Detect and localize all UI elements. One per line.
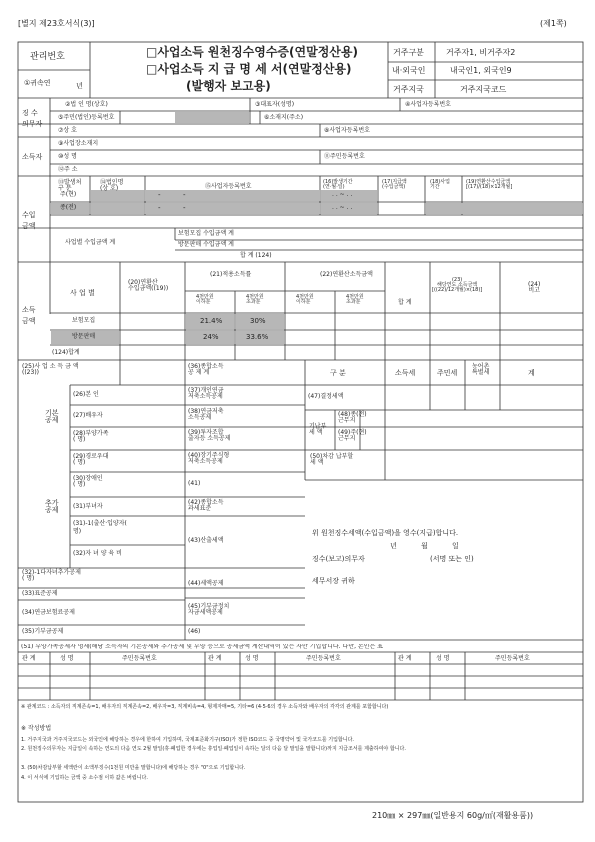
period-2: . . ~ . . xyxy=(332,204,353,211)
country-label: 거주지국 xyxy=(393,85,424,94)
dep-h-rel-2: 관 계 xyxy=(208,655,222,662)
nationality-value: 내국인1, 외국인9 xyxy=(450,66,512,75)
page-number: (제1쪽) xyxy=(540,19,567,28)
tax-col-farm: 농어촌 특별세 xyxy=(472,363,490,376)
certify-date: 년 월 일 xyxy=(390,542,459,550)
field-7-trade-name: ⑦상 호 xyxy=(58,127,77,134)
field-31-1: (31)-1(출산·입양자( 명) xyxy=(73,520,127,535)
field-34: (34)연금보험료공제 xyxy=(22,609,75,616)
col-20: (20)연환산 수입금액((19)) xyxy=(128,279,169,292)
field-50: (50)차감 납부할 세 액 xyxy=(310,453,354,466)
field-43: (43)산출세액 xyxy=(188,537,224,544)
year-unit: 년 xyxy=(76,82,83,90)
insurance-subtotal: 보험모집 수입금액 계 xyxy=(178,230,234,237)
dash-1: - xyxy=(158,191,161,199)
nationality-label: 내·외국인 xyxy=(392,66,426,75)
r21-over: 4천만원 초과분 xyxy=(246,294,264,305)
field-31: (31)부녀자 xyxy=(73,503,103,510)
field-36: (36)종합소득 공 제 계 xyxy=(188,363,224,376)
note-2: 2. 원천징수의무자는 지급일이 속하는 연도의 다음 연도 2월 말일(휴·폐업한 경우에는 휴업일·폐업일이 속하는 달의 다음 달 말일을 말합니다)까지 지급조서를 제출하여야 합니다. xyxy=(21,746,406,752)
field-44: (44)세액공제 xyxy=(188,580,224,587)
field-6-address: ⑥소재지(주소) xyxy=(264,114,304,121)
field-27: (27)배우자 xyxy=(73,412,103,419)
period-1: . . ~ . . xyxy=(332,191,353,198)
income-total: 합 계 (124) xyxy=(240,252,272,259)
col-14: ⑭법인명 (상 호) xyxy=(100,179,124,192)
rate-section: 소득 금액 xyxy=(22,306,36,326)
dep-h-name-3: 성 명 xyxy=(436,655,450,662)
col-biz-type: 사 업 별 xyxy=(70,289,95,297)
field-42: (42)종합소득 과세표준 xyxy=(188,499,224,512)
tax-col-gubun: 구 분 xyxy=(330,369,346,377)
income-section: 수입 금액 xyxy=(22,211,36,231)
field-32: (32)자 녀 양 육 비 xyxy=(73,550,122,557)
col-15: ⑮사업자등록번호 xyxy=(205,183,252,190)
residency-label: 거주구분 xyxy=(393,48,424,57)
field-25: (25)사 업 소 득 금 액 ((23)) xyxy=(22,363,79,376)
col-23: (23) 해당연도 소득금액 [((22)/12개월)×(18)] xyxy=(432,277,483,293)
field-12-address: ⑫주 소 xyxy=(58,166,78,173)
field-46: (46) xyxy=(188,628,201,635)
col-16: (16)발생기간 (연·월·일) xyxy=(323,179,353,190)
country-value: 거주지국코드 xyxy=(460,85,507,94)
col-sum: 합 계 xyxy=(398,299,412,306)
withholder-section: 징 수 의무자 xyxy=(22,109,43,129)
income-subtotal-label: 사업별 수입금액 계 xyxy=(65,239,116,246)
field-29: (29)경로우대 ( 명) xyxy=(73,453,109,466)
row-previous: 종(전) xyxy=(60,204,77,211)
field-9-biz-address: ⑨사업장소재지 xyxy=(58,140,99,147)
rate-sales-under: 24% xyxy=(203,333,219,341)
note-1: 1. 거주지국과 거주지국코드는 외국인에 해당하는 경우에 한하여 기입하며, 국제표준화기구(ISO)가 정한 ISO코드 중 국명약어 및 국가코드를 기입합니다. xyxy=(21,737,355,743)
field-32-1: (32)-1다자녀추가공제 ( 명) xyxy=(22,569,81,582)
paper-spec: 210㎜ × 297㎜(일반용지 60g/㎡(재활용품)) xyxy=(372,811,534,820)
field-48: (48)종(전) 근무지 xyxy=(338,411,367,424)
field-5-corpno: ⑤주민(법인)등록번호 xyxy=(58,114,115,121)
dep-h-rel-3: 관 계 xyxy=(398,655,412,662)
r21-under: 4천만원 이하분 xyxy=(196,294,214,305)
col-17: (17)지급액 (수입금액) xyxy=(382,179,407,190)
field-49: (49)주(현) 근무지 xyxy=(338,429,367,442)
field-2-corp-name: ②법 인 명(상호) xyxy=(65,101,108,108)
note-4: 4. 이 서식에 기입하는 금액 중 소수점 이하 값은 버립니다. xyxy=(21,775,148,781)
field-8-bizno: ⑧사업자등록번호 xyxy=(324,127,370,134)
rate-insurance-under: 21.4% xyxy=(200,317,223,325)
recipient-section: 소득자 xyxy=(22,153,43,161)
rate-row-total: (124)합계 xyxy=(52,349,80,356)
col-21: (21)적용소득률 xyxy=(210,271,252,278)
field-39: (39)투자조합 출자등 소득공제 xyxy=(188,429,231,442)
field-41: (41) xyxy=(188,480,201,487)
residency-value: 거주자1, 비거주자2 xyxy=(446,48,516,57)
extra-deduction-section: 추가 공제 xyxy=(45,499,59,514)
tax-col-total: 계 xyxy=(528,369,535,377)
r22-over: 4천만원 초과분 xyxy=(346,294,364,305)
field-47: (47)결정세액 xyxy=(308,393,344,400)
mgmt-label: 관리번호 xyxy=(30,52,65,62)
col-13: ⑬발생처 구 분 xyxy=(58,179,82,192)
dependents-heading: (51) 부양가족공제자 명세(해당 소득자의 기본공제와 추가공제 및 부양 등으로 공제금액 계산내역이 있는 자만 기입합니다. 다만, 본인은 표 xyxy=(21,644,383,650)
tax-col-local: 주민세 xyxy=(437,369,458,377)
certify-signer: 징수(보고)의무자 xyxy=(312,555,365,563)
dash-2: - xyxy=(183,191,186,199)
dep-h-name-1: 성 명 xyxy=(60,655,74,662)
row-current: 주(현) xyxy=(60,191,77,198)
year-label: ①귀속연 xyxy=(24,79,51,87)
dep-h-rel-1: 관 계 xyxy=(22,655,36,662)
field-38: (38)연금저축 소득공제 xyxy=(188,408,224,421)
note-3: 3. (50)차감납부할 세액란이 소액부징수(1천원 미만을 말합니다)에 해당하는 경우 "0"으로 기입합니다. xyxy=(21,765,246,771)
field-33: (33)표준공제 xyxy=(22,590,58,597)
field-35: (35)기부금공제 xyxy=(22,628,64,635)
dep-h-rrn-1: 주민등록번호 xyxy=(122,655,157,662)
rate-insurance-over: 30% xyxy=(250,317,266,325)
certify-statement: 위 원천징수세액(수입금액)을 영수(지급)합니다. xyxy=(312,529,459,537)
col-19: (19)연환산수입금액 [(17)/(18)×12개월] xyxy=(466,179,513,190)
relation-code-note: ※ 관계코드 : 소득자의 직계존속=1, 배우자의 직계존속=2, 배우자=3, 직계비속=4, 형제자매=5, 기타=6 (4·5·6의 경우 소득자와 배우자의 각각의 관계를 포함합니다) xyxy=(21,704,389,710)
field-26: (26)본 인 xyxy=(73,391,99,398)
rate-row-insurance: 보험모집 xyxy=(72,317,96,324)
field-4-bizno: ④사업자등록번호 xyxy=(405,101,451,108)
certify-sign: (서명 또는 인) xyxy=(430,555,474,563)
dash-4: - xyxy=(183,204,186,212)
dash-3: - xyxy=(158,204,161,212)
field-30: (30)장애인 ( 명) xyxy=(73,475,103,488)
certify-to: 세무서장 귀하 xyxy=(312,577,355,585)
paid-tax-label: 기납부 세 액 xyxy=(309,423,327,436)
field-45: (45)기부금정치 자금세액공제 xyxy=(188,603,230,616)
dep-h-rrn-3: 주민등록번호 xyxy=(495,655,530,662)
tax-col-income: 소득세 xyxy=(395,369,416,377)
field-28: (28)부양가족 ( 명) xyxy=(73,430,109,443)
col-18: (18)사업 기간 xyxy=(430,179,450,190)
field-10-name: ⑩성 명 xyxy=(58,153,77,160)
method-title: ※ 작성방법 xyxy=(21,725,52,732)
dep-h-name-2: 성 명 xyxy=(245,655,259,662)
r22-under: 4천만원 이하분 xyxy=(296,294,314,305)
title-line1: □사업소득 원천징수영수증(연말정산용) xyxy=(146,45,358,59)
field-40: (40)장기주식형 저축소득공제 xyxy=(188,452,230,465)
dep-h-rrn-2: 주민등록번호 xyxy=(306,655,341,662)
field-3-rep: ③대표자(성명) xyxy=(255,101,295,108)
rate-sales-over: 33.6% xyxy=(246,333,269,341)
sales-subtotal: 방문판매 수입금액 계 xyxy=(178,241,234,248)
field-37: (37)개인연금 저축소득공제 xyxy=(188,387,224,400)
rate-row-sales: 방문판매 xyxy=(72,333,96,340)
field-11-rrn: ⑪주민등록번호 xyxy=(324,153,365,160)
form-code: [별지 제23호서식(3)] xyxy=(18,19,95,28)
title-line2: □사업소득 지 급 명 세 서(연말정산용) xyxy=(146,62,352,76)
col-24: (24) 비고 xyxy=(528,281,541,294)
title-line3: (발행자 보고용) xyxy=(186,79,271,93)
basic-deduction-section: 기본 공제 xyxy=(45,409,59,424)
col-22: (22)연환산소득금액 xyxy=(320,271,373,278)
